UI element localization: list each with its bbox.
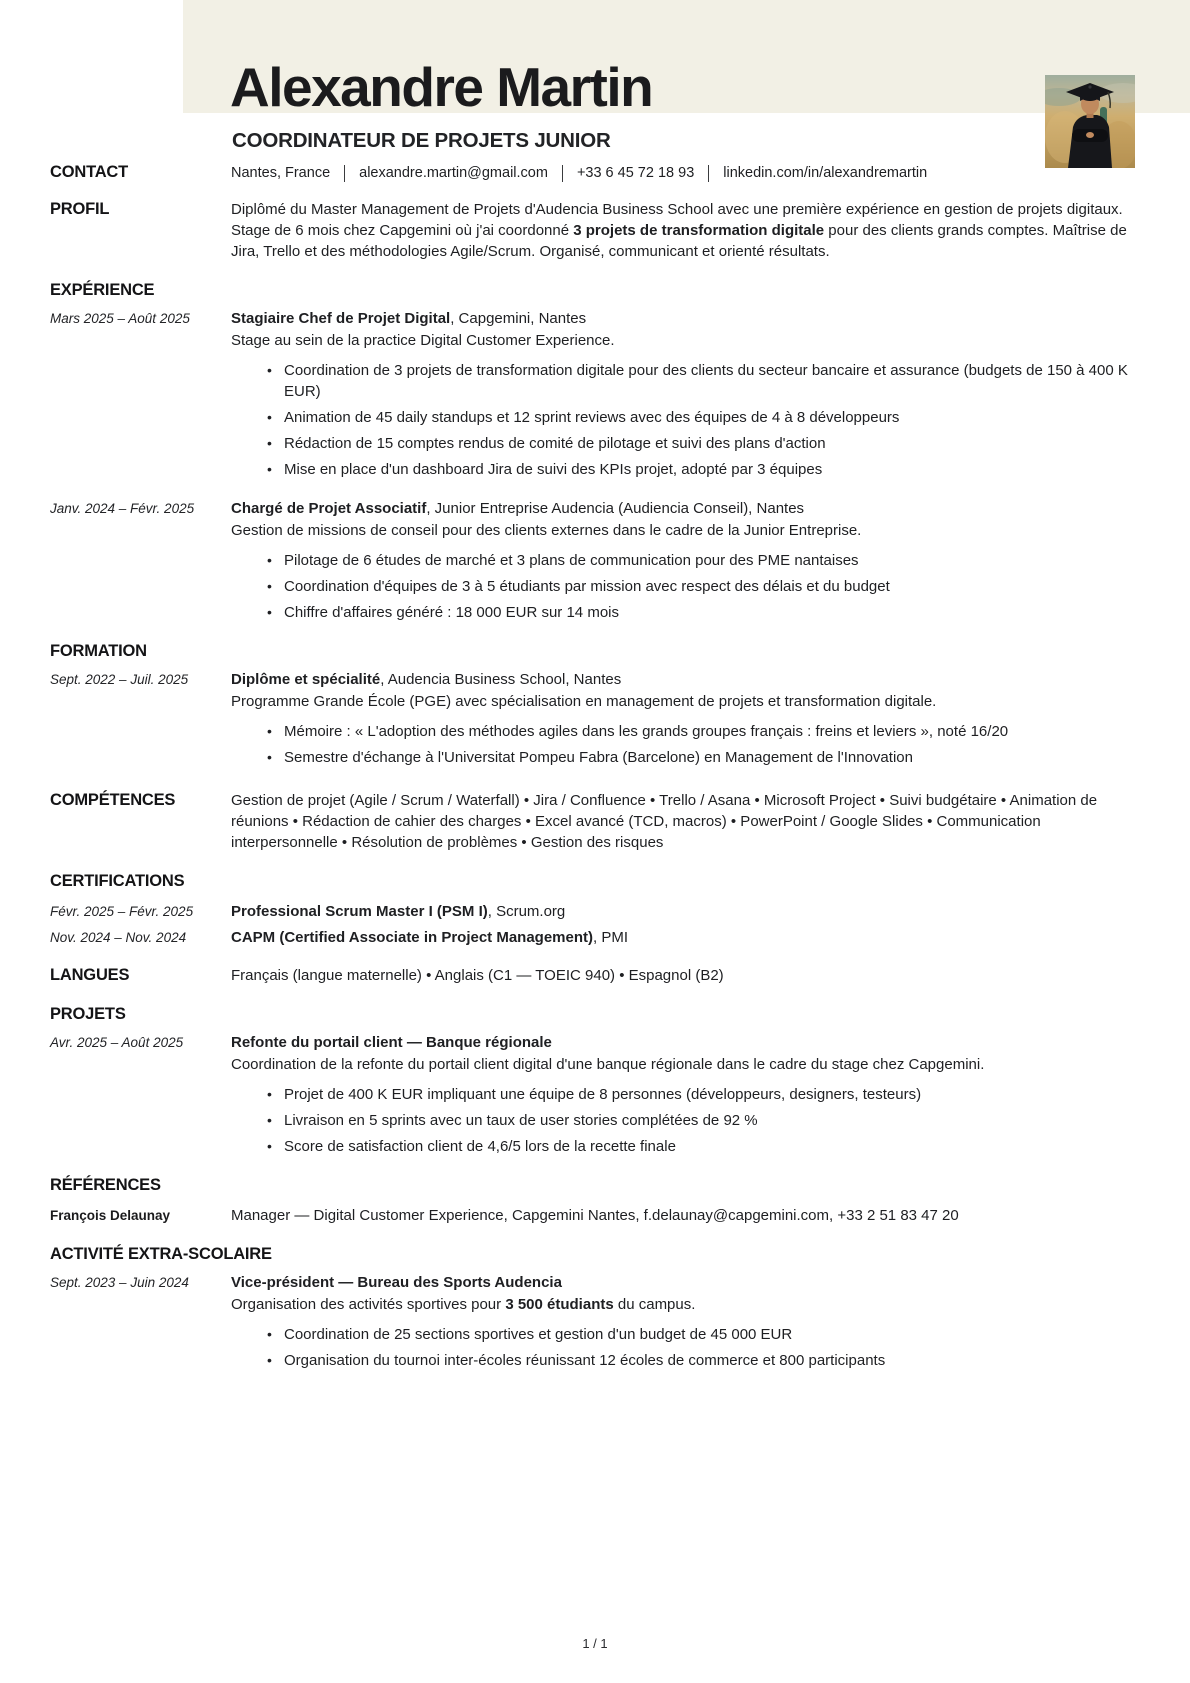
section-label-competences: COMPÉTENCES <box>50 791 176 809</box>
entry-description: Coordination de la refonte du portail client digital d'une banque régionale dans le cadre du stage chez Capgemini. <box>231 1056 985 1073</box>
page-number: 1 / 1 <box>582 1636 608 1651</box>
bullet-list <box>267 360 1133 480</box>
bullet-item: • Coordination d'équipes de 3 à 5 étudiants par mission avec respect des délais et du budget <box>267 576 1133 597</box>
entry-date: Janv. 2024 – Févr. 2025 <box>50 501 195 516</box>
activite-entry-1 <box>0 1272 1190 1371</box>
bullet-item: • Coordination de 3 projets de transformation digitale pour des clients du secteur bancaire et assurance (budgets de 150 à 400 K EUR) <box>267 360 1133 402</box>
section-projets-header <box>0 1005 1190 1026</box>
entry-title: Vice-président — Bureau des Sports Audencia <box>231 1274 562 1291</box>
section-label-langues: LANGUES <box>50 966 130 984</box>
entry-description: Stage au sein de la practice Digital Customer Experience. <box>231 332 615 349</box>
bullet-item: • Mise en place d'un dashboard Jira de suivi des KPIs projet, adopté par 3 équipes <box>267 459 1133 480</box>
experience-entry-1 <box>0 308 1190 480</box>
bullet-item: • Coordination de 25 sections sportives et gestion d'un budget de 45 000 EUR <box>267 1324 1133 1345</box>
section-profil <box>0 199 1190 262</box>
section-label-activite: ACTIVITÉ EXTRA-SCOLAIRE <box>50 1245 272 1263</box>
section-contact <box>0 163 1190 182</box>
entry-description: Gestion de missions de conseil pour des clients externes dans le cadre de la Junior Entreprise. <box>231 522 862 539</box>
certification-entry-1 <box>0 901 1190 922</box>
section-label-profil: PROFIL <box>50 200 110 218</box>
bullet-item: • Mémoire : « L'adoption des méthodes agiles dans les grands groupes français : freins et leviers », noté 16/20 <box>267 721 1133 742</box>
contact-divider <box>708 165 709 182</box>
bullet-list <box>267 550 1133 623</box>
section-certifications-header <box>0 872 1190 893</box>
contact-line <box>231 165 1133 182</box>
langues-list: Français (langue maternelle) • Anglais (C1 — TOEIC 940) • Espagnol (B2) <box>231 967 724 984</box>
section-competences <box>0 790 1190 853</box>
contact-divider <box>562 165 563 182</box>
section-experience-header <box>0 281 1190 302</box>
certification-entry-2 <box>0 927 1190 948</box>
reference-contact-name: François Delaunay <box>50 1208 171 1223</box>
contact-location: Nantes, France <box>231 165 331 181</box>
entry-content <box>231 308 1133 480</box>
section-label-formation: FORMATION <box>50 642 147 660</box>
competences-list: Gestion de projet (Agile / Scrum / Waterfall) • Jira / Confluence • Trello / Asana • Microsoft Project • Suivi budgétaire • Animation de réunions • Rédaction de cahier des charges • Excel avancé (TCD, macros) • PowerPoint / Google Slides • Communication interpersonnelle • Résolution de problèmes • Gestion des risques <box>231 792 1098 851</box>
entry-content <box>231 669 1133 768</box>
section-label-references: RÉFÉRENCES <box>50 1176 161 1194</box>
entry-title: Professional Scrum Master I (PSM I), Scrum.org <box>231 903 566 920</box>
entry-title: Diplôme et spécialité, Audencia Business School, Nantes <box>231 671 622 688</box>
entry-content <box>231 1032 1133 1157</box>
entry-date: Nov. 2024 – Nov. 2024 <box>50 930 187 945</box>
profil-summary: Diplômé du Master Management de Projets d'Audencia Business School avec une première expérience en gestion de projets digitaux. Stage de 6 mois chez Capgemini où j'ai coordonné 3 projets de transformation digitale pour des clients grands comptes. Maîtrise de Jira, Trello et des méthodologies Agile/Scrum. Organisé, communicant et orienté résultats. <box>231 201 1127 260</box>
entry-content <box>231 498 1133 623</box>
experience-entry-2 <box>0 498 1190 623</box>
bullet-item: • Pilotage de 6 études de marché et 3 plans de communication pour des PME nantaises <box>267 550 1133 571</box>
contact-divider <box>344 165 345 182</box>
bullet-item: • Livraison en 5 sprints avec un taux de user stories complétées de 92 % <box>267 1110 1133 1131</box>
entry-description: Organisation des activités sportives pour 3 500 étudiants du campus. <box>231 1296 696 1313</box>
section-references-header <box>0 1176 1190 1197</box>
entry-title: Stagiaire Chef de Projet Digital, Capgemini, Nantes <box>231 310 587 327</box>
entry-title: CAPM (Certified Associate in Project Management), PMI <box>231 929 629 946</box>
contact-linkedin[interactable]: linkedin.com/in/alexandremartin <box>723 165 928 181</box>
entry-description: Programme Grande École (PGE) avec spécialisation en management de projets et transformation digitale. <box>231 693 937 710</box>
resume-body <box>0 163 1190 1371</box>
bullet-list <box>267 1084 1133 1157</box>
reference-entry-1 <box>0 1205 1190 1226</box>
entry-date: Sept. 2022 – Juil. 2025 <box>50 672 189 687</box>
entry-title: Chargé de Projet Associatif, Junior Entreprise Audencia (Audiencia Conseil), Nantes <box>231 500 805 517</box>
reference-details: Manager — Digital Customer Experience, Capgemini Nantes, f.delaunay@capgemini.com, +33 2 51 83 47 20 <box>231 1207 959 1224</box>
entry-title: Refonte du portail client — Banque régionale <box>231 1034 552 1051</box>
section-label-certifications: CERTIFICATIONS <box>50 872 185 890</box>
entry-date: Sept. 2023 – Juin 2024 <box>50 1275 189 1290</box>
bullet-list <box>267 721 1133 768</box>
entry-content <box>231 1272 1133 1371</box>
formation-entry-1 <box>0 669 1190 768</box>
bullet-item: • Animation de 45 daily standups et 12 sprint reviews avec des équipes de 4 à 8 développeurs <box>267 407 1133 428</box>
bullet-item: • Projet de 400 K EUR impliquant une équipe de 8 personnes (développeurs, designers, testeurs) <box>267 1084 1133 1105</box>
section-label-experience: EXPÉRIENCE <box>50 281 155 299</box>
bullet-item: • Chiffre d'affaires généré : 18 000 EUR sur 14 mois <box>267 602 1133 623</box>
entry-date: Févr. 2025 – Févr. 2025 <box>50 904 194 919</box>
entry-date: Avr. 2025 – Août 2025 <box>50 1035 184 1050</box>
bullet-item: • Rédaction de 15 comptes rendus de comité de pilotage et suivi des plans d'action <box>267 433 1133 454</box>
entry-date: Mars 2025 – Août 2025 <box>50 311 190 326</box>
section-formation-header <box>0 642 1190 663</box>
contact-email[interactable]: alexandre.martin@gmail.com <box>359 165 548 181</box>
bullet-list <box>267 1324 1133 1371</box>
section-label-contact: CONTACT <box>50 163 129 181</box>
section-activite-header <box>0 1245 1190 1266</box>
bullet-item: • Semestre d'échange à l'Universitat Pompeu Fabra (Barcelone) en Management de l'Innovation <box>267 747 1133 768</box>
candidate-job-title: COORDINATEUR DE PROJETS JUNIOR <box>232 129 611 152</box>
bullet-item: • Organisation du tournoi inter-écoles réunissant 12 écoles de commerce et 800 participants <box>267 1350 1133 1371</box>
section-langues <box>0 965 1190 986</box>
graduation-photo-illustration <box>1045 75 1135 168</box>
candidate-name: Alexandre Martin <box>230 56 653 118</box>
contact-phone[interactable]: +33 6 45 72 18 93 <box>576 165 695 181</box>
projet-entry-1 <box>0 1032 1190 1157</box>
bullet-item: • Score de satisfaction client de 4,6/5 lors de la recette finale <box>267 1136 1133 1157</box>
section-label-projets: PROJETS <box>50 1005 126 1023</box>
graduation-photo <box>1045 75 1135 168</box>
